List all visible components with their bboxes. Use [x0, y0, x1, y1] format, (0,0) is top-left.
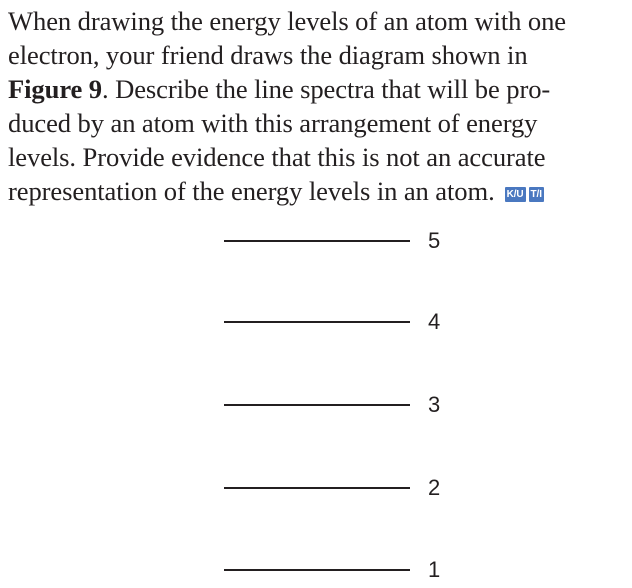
energy-level-label: 1 [428, 557, 441, 582]
energy-level-4 [224, 307, 441, 337]
question-line-4: duced by an atom with this arrangement of energy [8, 108, 538, 138]
question-line-5: levels. Provide evidence that this is not an accurate [8, 142, 546, 172]
figure-reference: Figure 9 [8, 74, 102, 104]
energy-level-line [224, 240, 410, 242]
question-text [8, 4, 624, 208]
energy-level-line [224, 321, 410, 323]
question-line-6 [8, 174, 624, 208]
energy-level-line [224, 487, 410, 489]
question-line-2: electron, your friend draws the diagram shown in [8, 40, 528, 70]
question-line-6-text: representation of the energy levels in an atom. [8, 176, 495, 206]
energy-level-label: 5 [428, 228, 441, 253]
question-line-3 [8, 72, 624, 106]
ti-badge: T/I [530, 189, 542, 200]
energy-level-label: 4 [428, 309, 441, 334]
energy-level-label: 3 [428, 392, 441, 417]
question-line-1: When drawing the energy levels of an atom with one [8, 6, 566, 36]
energy-level-1 [224, 555, 441, 585]
energy-level-3 [224, 390, 441, 420]
energy-level-2 [224, 473, 441, 503]
energy-level-5 [224, 226, 441, 256]
energy-level-line [224, 404, 410, 406]
energy-level-line [224, 569, 410, 571]
question-line-3-rest: . Describe the line spectra that will be pro- [102, 74, 551, 104]
energy-level-label: 2 [428, 475, 441, 500]
ku-badge: K/U [506, 189, 524, 200]
